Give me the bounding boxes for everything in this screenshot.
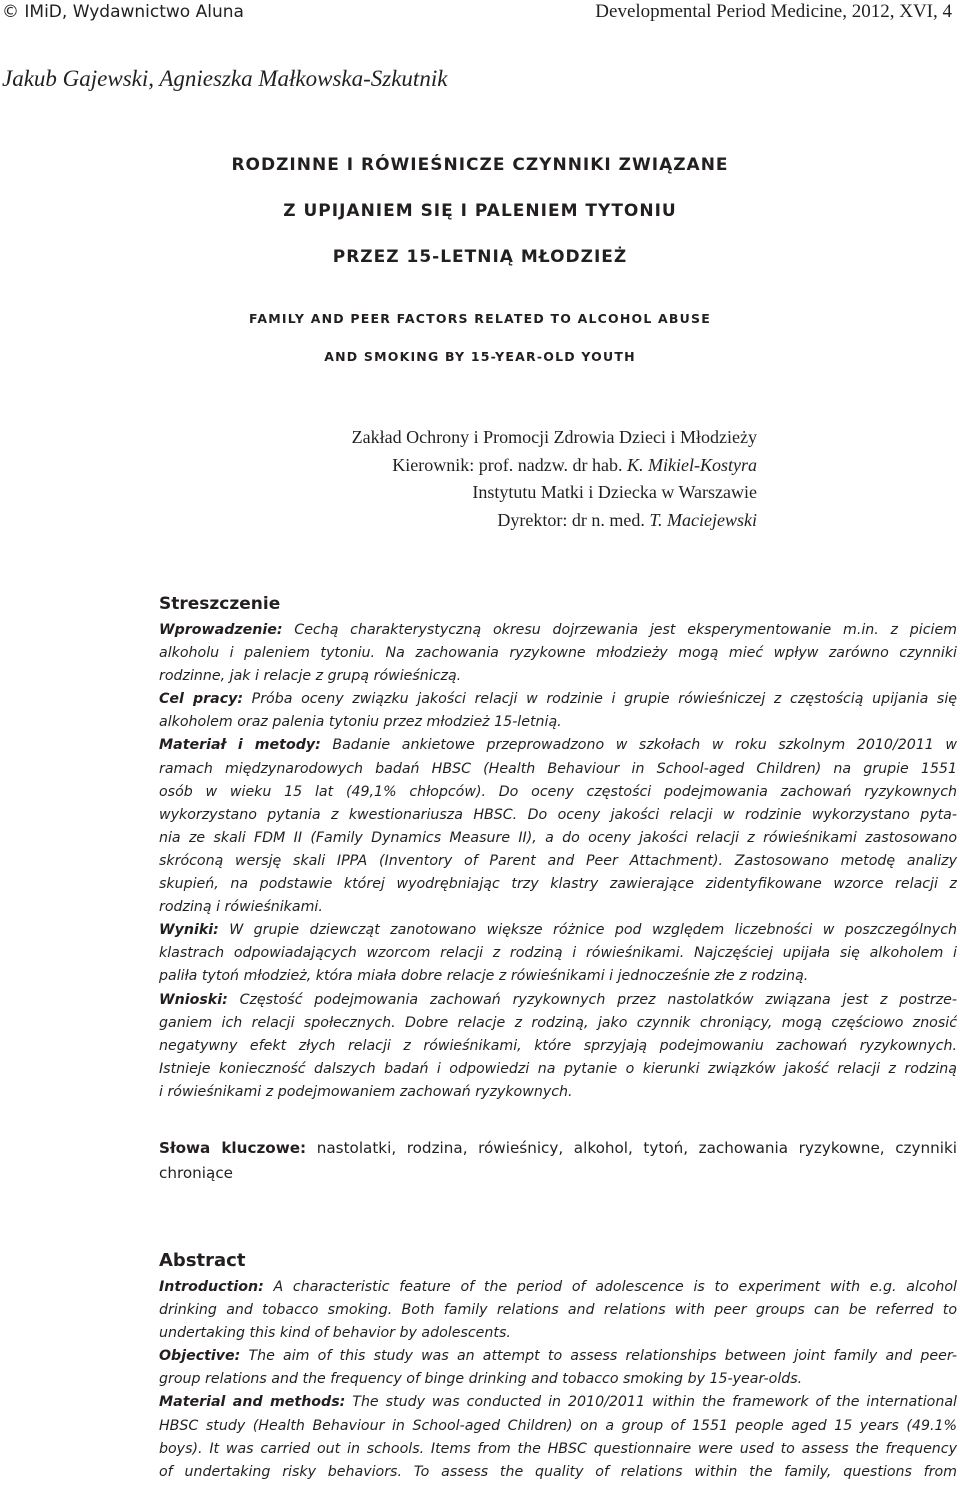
paragraph-line: skróconą wersję skali IPPA (Inventory of Parent and Peer Attachment). Zastosowano metodę analizy	[159, 852, 957, 869]
affiliation-head	[352, 452, 757, 480]
results-text: W grupie dziewcząt zanotowano większe różnice pod względem liczebności w poszczególnych	[218, 922, 957, 939]
paragraph-line	[159, 989, 957, 1012]
paragraph-line: drinking and tobacco smoking. Both family relations and relations with peer groups can be referred to	[159, 1302, 957, 1319]
introduction-text: A characteristic feature of the period of adolescence is to experiment with e.g. alcohol	[263, 1279, 957, 1295]
paragraph-line: group relations and the frequency of binge drinking and tobacco smoking by 15-year-olds.	[159, 1371, 803, 1388]
paragraph-line: boys). It was carried out in schools. Items from the HBSC questionnaire were used to assess the frequency	[159, 1440, 957, 1457]
paragraph-line	[159, 1391, 957, 1414]
streszczenie-heading: Streszczenie	[159, 594, 281, 614]
paragraph-line: rodziną i rówieśnikami.	[159, 899, 323, 916]
keywords-line: chroniące	[159, 1164, 234, 1182]
aim-label: Cel pracy:	[159, 691, 244, 708]
paragraph-line: negatywny efekt złych relacji z rówieśnikami, które sprzyjają podejmowaniu zachowań ryzykownych.	[159, 1037, 957, 1054]
paragraph-line	[159, 734, 957, 757]
methods-label: Materiał i metody:	[159, 737, 321, 754]
paragraph-line	[159, 688, 957, 711]
paragraph-line: skupień, na podstawie której wyodrębniając trzy klastry zawierające zidentyfikowane wzorce relacji z	[159, 876, 957, 893]
title-english	[0, 300, 960, 376]
abstract-heading: Abstract	[159, 1250, 246, 1271]
paragraph-line: nia ze skali FDM II (Family Dynamics Measure II), a do oceny jakości relacji z rówieśnikami zastosowano	[159, 829, 957, 846]
paragraph-line: undertaking this kind of behavior by adolescents.	[159, 1325, 511, 1342]
paragraph-line: of undertaking risky behaviors. To assess the quality of relations within the family, questions from	[159, 1463, 957, 1480]
methods-text: Badanie ankietowe przeprowadzono w szkołach w roku szkolnym 2010/2011 w	[320, 737, 957, 754]
paragraph-line: i rówieśnikami z podejmowaniem zachowań ryzykownych.	[159, 1083, 573, 1100]
paragraph-line	[159, 619, 957, 642]
streszczenie-body	[159, 619, 957, 1104]
title-polish-line: Z UPIJANIEM SIĘ I PALENIEM TYTONIU	[283, 201, 677, 221]
affiliation-head-name: K. Mikiel-Kostyra	[627, 454, 757, 475]
paragraph-line: HBSC study (Health Behaviour in School-aged Children) on a group of 1551 people aged 15 years (49.1%	[159, 1417, 957, 1434]
intro-label: Wprowadzenie:	[159, 622, 283, 638]
authors: Jakub Gajewski, Agnieszka Małkowska-Szkutnik	[2, 66, 448, 91]
keywords-text: nastolatki, rodzina, rówieśnicy, alkohol, tytoń, zachowania ryzykowne, czynniki	[306, 1139, 957, 1157]
keywords-label: Słowa kluczowe:	[159, 1139, 307, 1157]
affiliation	[352, 424, 757, 534]
affiliation-institute: Instytutu Matki i Dziecka w Warszawie	[472, 482, 757, 502]
title-english-line: FAMILY AND PEER FACTORS RELATED TO ALCOHOL ABUSE	[249, 311, 711, 326]
affiliation-director	[352, 507, 757, 535]
paragraph-line: alkoholu i paleniem tytoniu. Na zachowania ryzykowne młodzieży mogą mieć wpływ zarówno czynniki	[159, 645, 957, 662]
title-english-line: AND SMOKING BY 15-YEAR-OLD YOUTH	[324, 349, 636, 364]
paragraph-line: rodzinne, jak i relacje z grupą rówieśniczą.	[159, 668, 462, 685]
paragraph-line: osób w wieku 15 lat (49,1% chłopców). Do oceny częstości podejmowania zachowań ryzykownych	[159, 783, 957, 800]
objective-label: Objective:	[159, 1348, 241, 1365]
conclusions-label: Wnioski:	[159, 991, 228, 1008]
conclusions-text: Częstość podejmowania zachowań ryzykownych przez nastolatków związana jest z postrze-	[227, 991, 957, 1008]
paragraph-line: paliła tytoń młodzież, która miała dobre relacje z rówieśnikami i jednocześnie złe z rodziną.	[159, 968, 809, 985]
results-label: Wyniki:	[159, 922, 219, 939]
keywords-line	[159, 1136, 957, 1161]
paragraph-line	[159, 919, 957, 942]
publisher-header: © IMiD, Wydawnictwo Aluna	[2, 2, 244, 22]
paragraph-line	[159, 1345, 957, 1368]
abstract-body	[159, 1276, 957, 1484]
introduction-label: Introduction:	[159, 1279, 264, 1295]
title-polish-line: PRZEZ 15-LETNIĄ MŁODZIEŻ	[332, 247, 628, 267]
intro-text: Cechą charakterystyczną okresu dojrzewania jest eksperymentowanie m.in. z piciem	[282, 622, 957, 638]
title-polish-line: RODZINNE I RÓWIEŚNICZE CZYNNIKI ZWIĄZANE	[231, 155, 729, 175]
material-methods-label: Material and methods:	[159, 1394, 346, 1411]
paragraph-line: klastrach odpowiadających wzorcom relacji z rodziną i rówieśnikami. Najczęściej upijała się alkoholem i	[159, 945, 957, 962]
paragraph-line	[159, 1276, 957, 1299]
aim-text: Próba oceny związku jakości relacji w rodzinie i grupie rówieśniczej z częstością upijania się	[243, 691, 957, 708]
paragraph-line: wykorzystano pytania z kwestionariusza HBSC. Do oceny jakości relacji w rodzinie wykorzystano pyta-	[159, 806, 957, 823]
affiliation-department: Zakład Ochrony i Promocji Zdrowia Dzieci i Młodzieży	[351, 427, 757, 447]
affiliation-head-label: Kierownik: prof. nadzw. dr hab.	[392, 454, 628, 475]
paragraph-line: Istnieje konieczność dalszych badań i odpowiedzi na pytanie o kierunki związków jakość relacji z rodziną	[159, 1060, 957, 1077]
affiliation-director-label: Dyrektor: dr n. med.	[497, 509, 650, 530]
objective-text: The aim of this study was an attempt to assess relationships between joint family and peer-	[240, 1348, 957, 1365]
keywords	[159, 1136, 957, 1186]
paragraph-line: alkoholem oraz palenia tytoniu przez młodzież 15-letnią.	[159, 714, 562, 731]
affiliation-director-name: T. Maciejewski	[649, 509, 757, 530]
title-polish	[0, 142, 960, 280]
paragraph-line: ramach międzynarodowych badań HBSC (Health Behaviour in School-aged Children) na grupie 1551	[159, 760, 957, 777]
journal-header: Developmental Period Medicine, 2012, XVI, 4	[595, 1, 952, 22]
material-methods-text: The study was conducted in 2010/2011 within the framework of the international	[345, 1394, 957, 1411]
paragraph-line: ganiem ich relacji społecznych. Dobre relacje z rodziną, jako czynnik chroniący, mogą częściowo znosić	[159, 1014, 957, 1031]
